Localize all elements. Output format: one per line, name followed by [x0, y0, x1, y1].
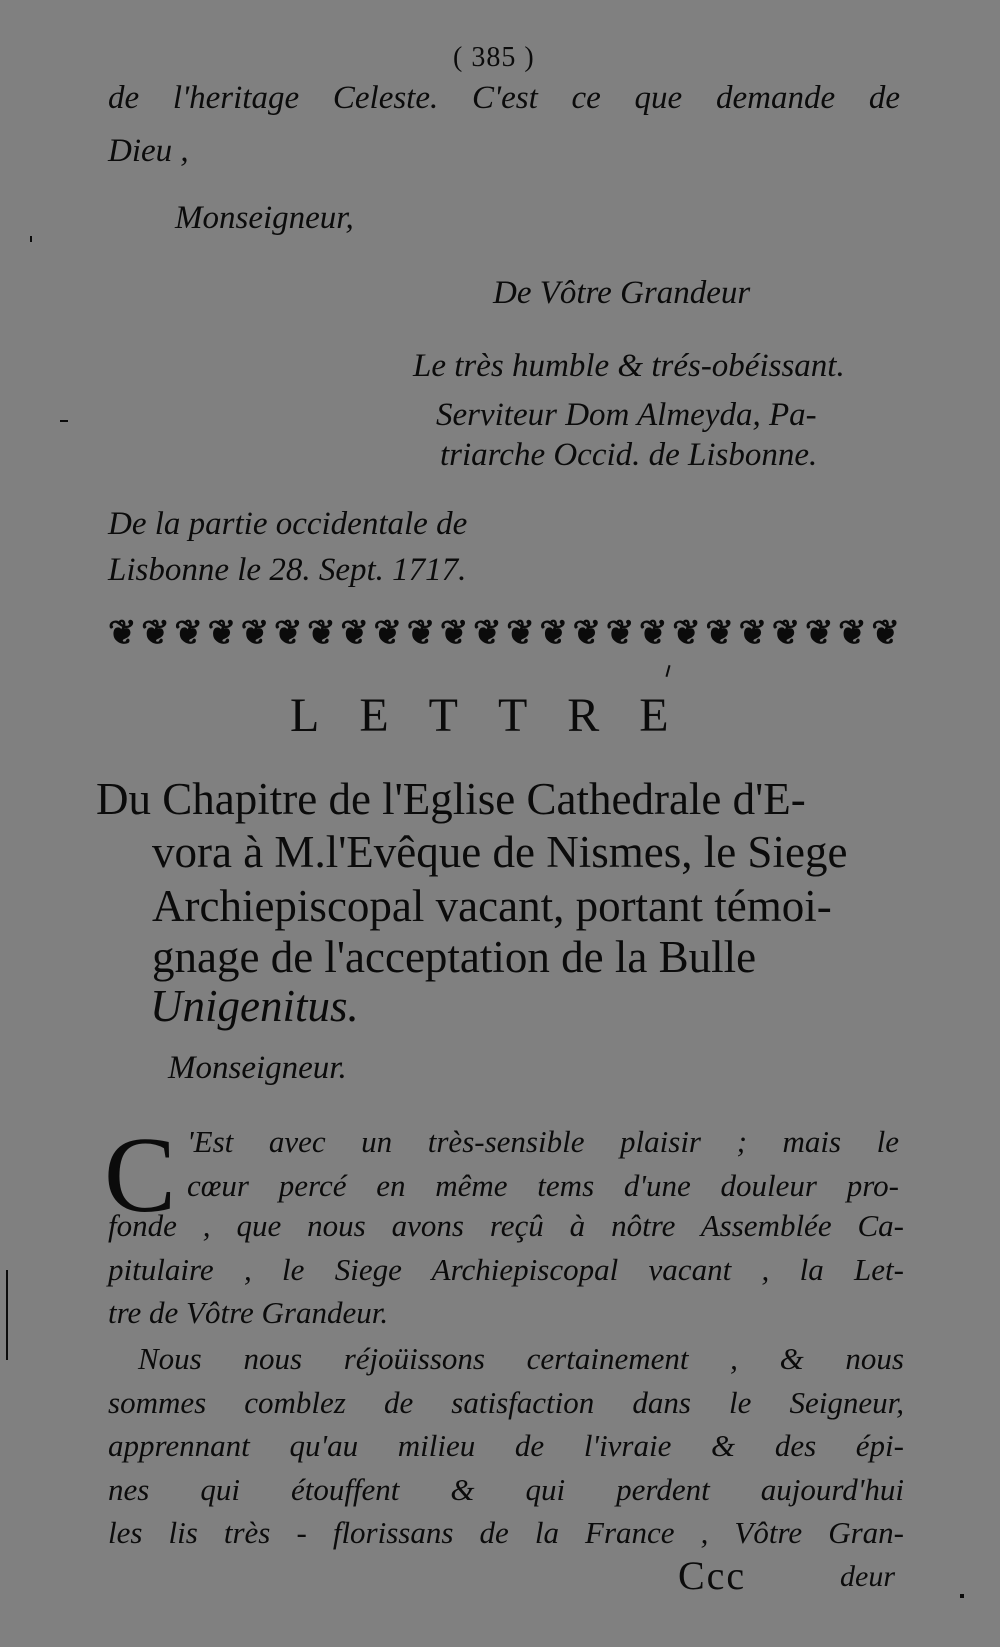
body-line: cœur percé en même tems d'une douleur pro-: [187, 1168, 899, 1203]
ornament-glyph: ❦: [240, 613, 268, 653]
ornament-glyph: ❦: [108, 613, 135, 653]
signatory-line: triarche Occid. de Lisbonne.: [440, 437, 818, 473]
scan-speck: [60, 420, 68, 422]
ornament-glyph: ❦: [771, 613, 799, 653]
ornament-glyph: ❦: [572, 613, 600, 653]
ornament-glyph: ❦: [207, 613, 235, 653]
ornament-glyph: ❦: [672, 613, 699, 653]
closing-line: de l'heritage Celeste. C'est ce que demande de: [108, 80, 900, 116]
scan-speck: [665, 665, 670, 677]
signature-mark: Ccc: [678, 1553, 747, 1598]
ornament-glyph: ❦: [473, 613, 500, 653]
scan-speck: [6, 1270, 8, 1360]
ornament-glyph: ❦: [838, 613, 865, 653]
page-number: ( 385 ): [453, 42, 535, 73]
ornament-glyph: ❦: [804, 613, 832, 653]
body-line: sommes comblez de satisfaction dans le Seigneur,: [108, 1385, 904, 1420]
catchword: deur: [840, 1560, 895, 1593]
body-line: fonde , que nous avons reçû à nôtre Assemblée Ca-: [108, 1208, 904, 1243]
body-line: Nous nous réjoüissons certainement , & nous: [138, 1341, 904, 1376]
ornament-glyph: ❦: [307, 613, 334, 653]
ornament-glyph: ❦: [174, 613, 201, 653]
drop-cap: C: [104, 1116, 177, 1235]
scan-speck: [30, 236, 32, 242]
dateline: Lisbonne le 28. Sept. 1717.: [108, 552, 467, 588]
ornament-glyph: ❦: [605, 613, 633, 653]
ornament-band: [108, 610, 898, 656]
signatory-line: Serviteur Dom Almeyda, Pa-: [436, 397, 817, 433]
body-line: 'Est avec un très-sensible plaisir ; mais le: [187, 1124, 899, 1159]
ornament-glyph: ❦: [340, 613, 367, 653]
body-line: nes qui étouffent & qui perdent aujourd'hui: [108, 1472, 904, 1507]
closing-salutation: Monseigneur,: [175, 200, 354, 236]
ornament-glyph: ❦: [406, 613, 434, 653]
ornament-glyph: ❦: [141, 613, 168, 653]
body-line: apprennant qu'au milieu de l'ivraie & des épi-: [108, 1428, 904, 1463]
body-line: pitulaire , le Siege Archiepiscopal vacant , la Let-: [108, 1252, 904, 1287]
ornament-glyph: ❦: [705, 613, 732, 653]
salutation: Monseigneur.: [168, 1050, 347, 1086]
closing-line: Dieu ,: [108, 133, 189, 169]
subtitle-line: Archiepiscopal vacant, portant témoi-: [152, 881, 832, 931]
ornament-glyph: ❦: [439, 613, 467, 653]
letter-title: LETTRE: [290, 689, 709, 742]
scan-speck: [960, 1594, 964, 1598]
body-line: tre de Vôtre Grandeur.: [108, 1295, 389, 1330]
subtitle-line: vora à M.l'Evêque de Nismes, le Siege: [152, 827, 848, 877]
dateline: De la partie occidentale de: [108, 506, 468, 542]
ornament-glyph: ❦: [738, 613, 766, 653]
ornament-glyph: ❦: [539, 613, 566, 653]
body-line: les lis très - florissans de la France , Vôtre Gran-: [108, 1515, 904, 1550]
ornament-glyph: ❦: [506, 613, 533, 653]
ornament-glyph: ❦: [871, 613, 898, 653]
subtitle-line: Du Chapitre de l'Eglise Cathedrale d'E-: [96, 774, 806, 824]
subtitle-line: gnage de l'acceptation de la Bulle: [152, 932, 757, 982]
ornament-glyph: ❦: [639, 613, 666, 653]
subtitle-line: Unigenitus.: [150, 981, 359, 1031]
ornament-glyph: ❦: [373, 613, 400, 653]
closing-line: De Vôtre Grandeur: [493, 275, 751, 311]
ornament-glyph: ❦: [273, 613, 301, 653]
closing-line: Le très humble & trés-obéissant.: [413, 348, 845, 384]
